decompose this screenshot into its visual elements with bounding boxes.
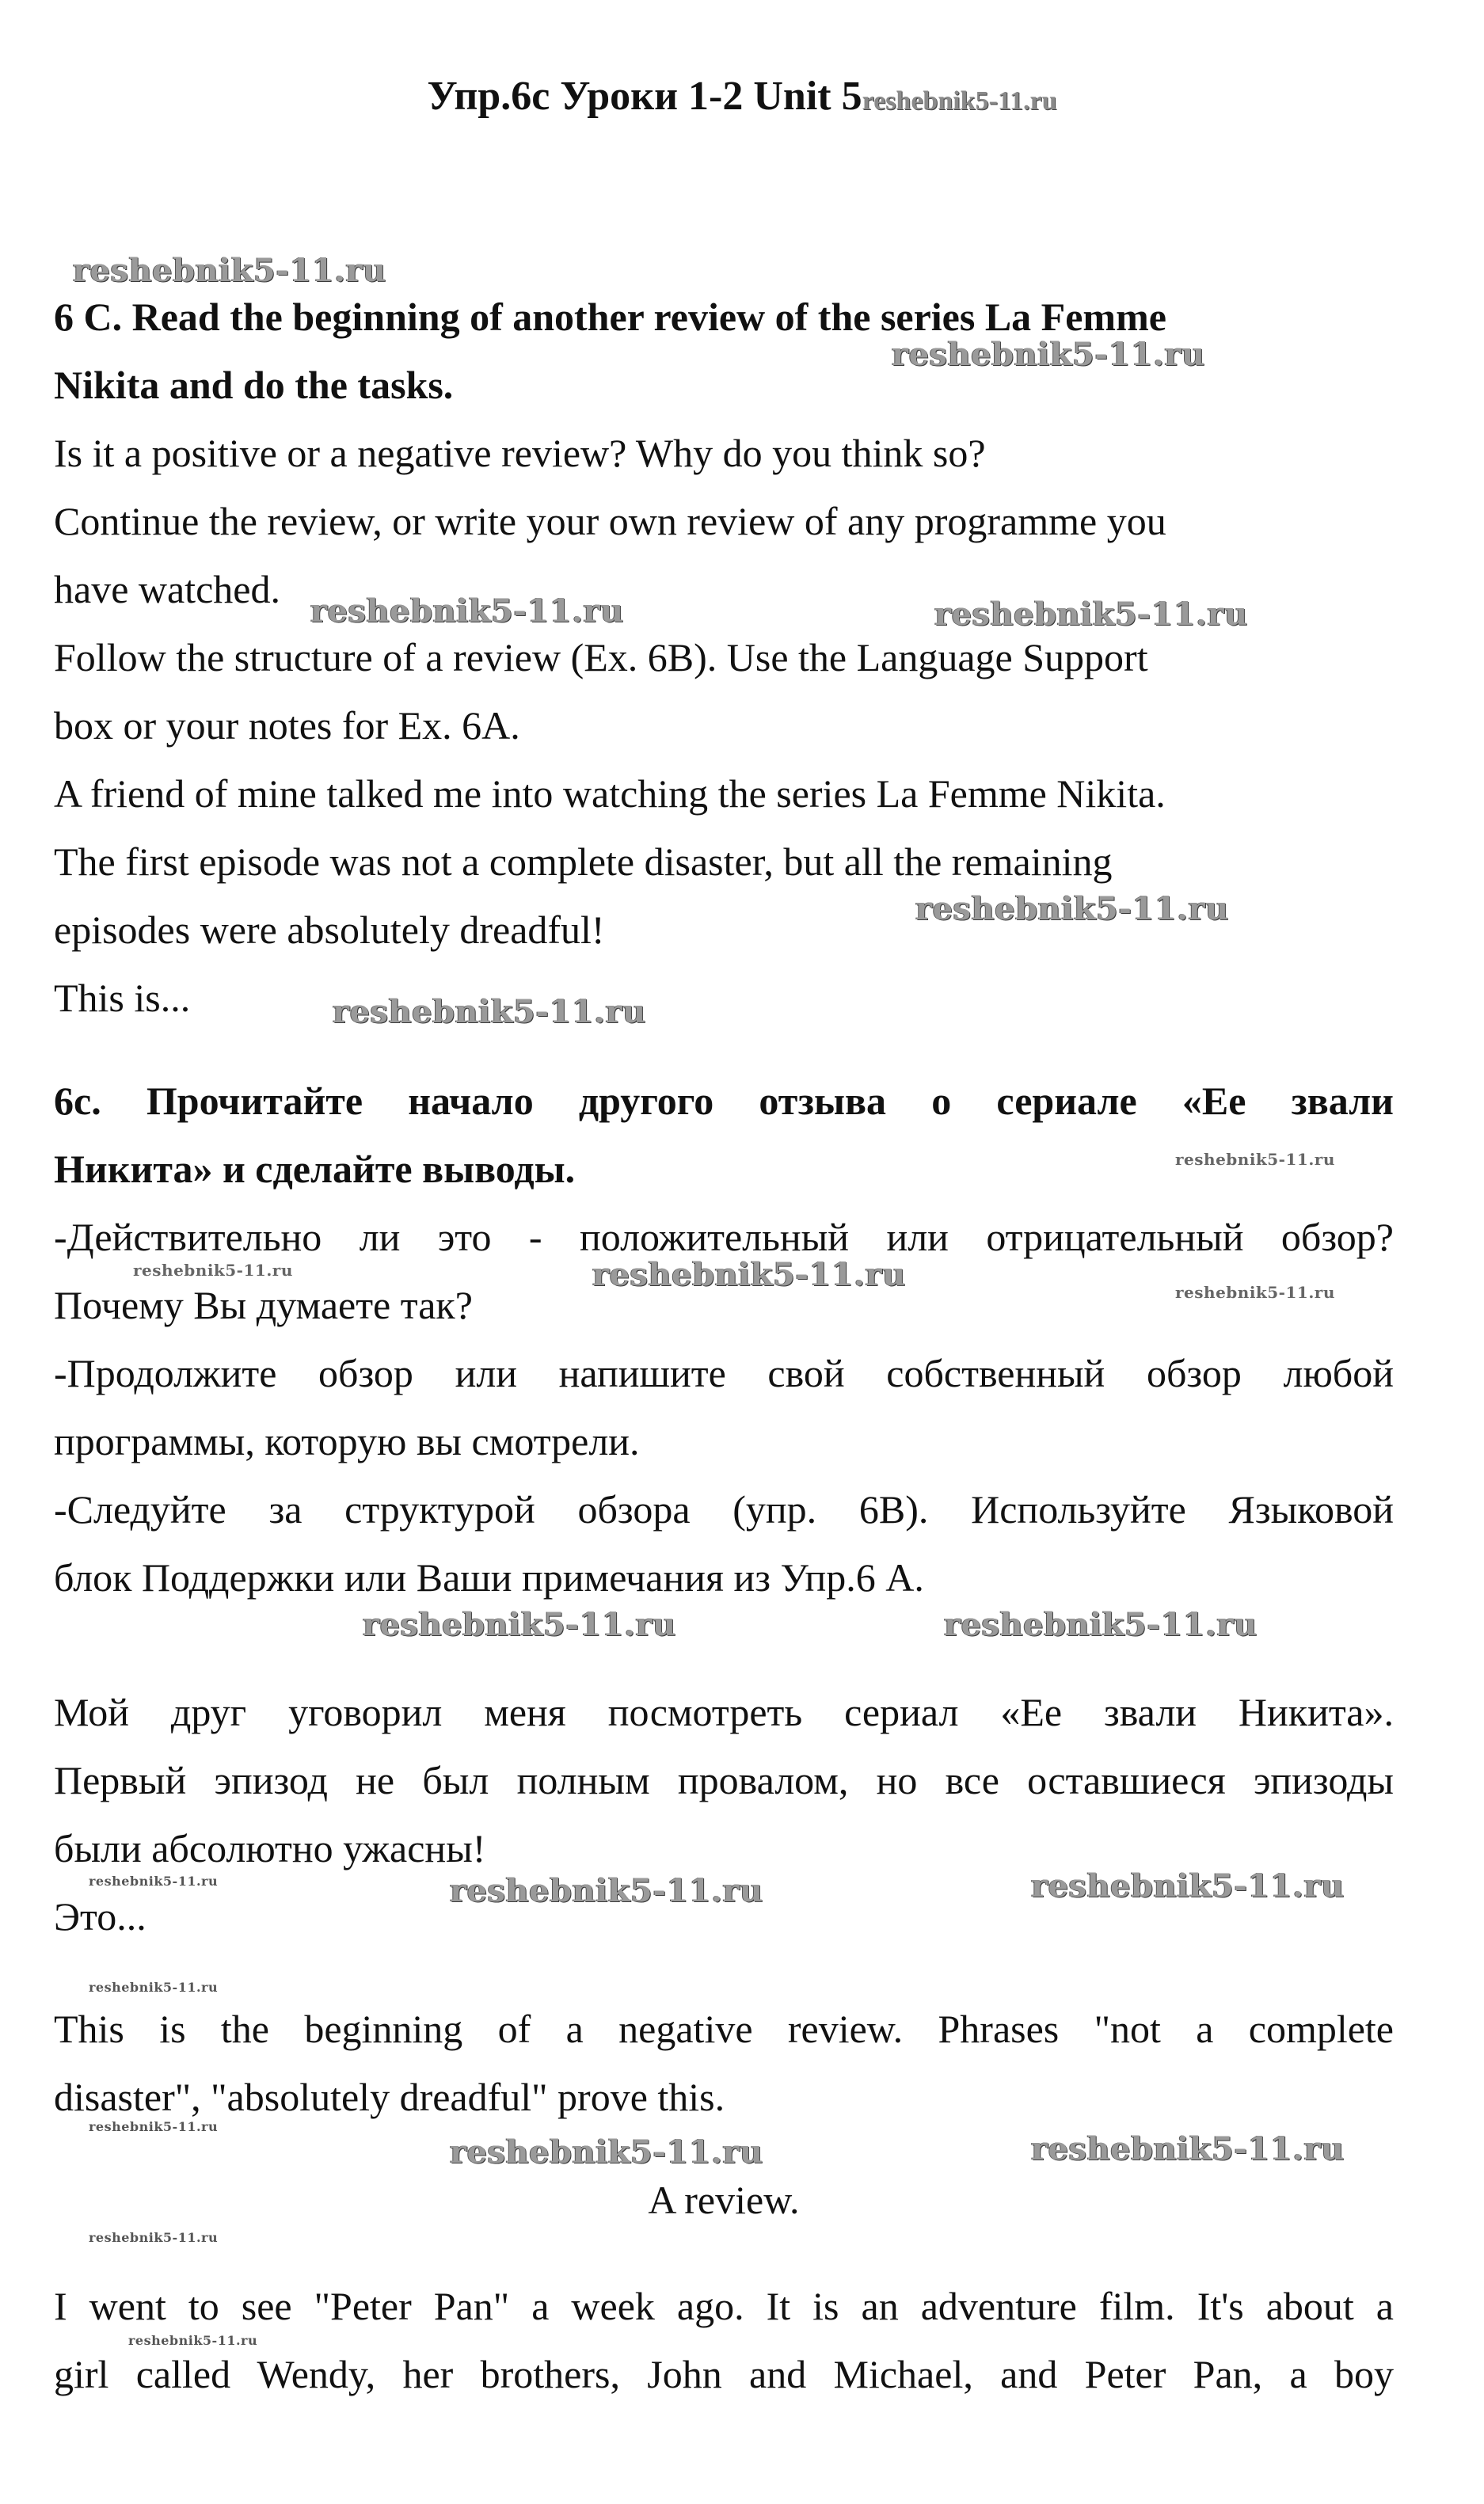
watermark: reshebnik5-11.ru	[89, 1874, 219, 1889]
watermark: reshebnik5-11.ru	[133, 1261, 293, 1280]
watermark: reshebnik5-11.ru	[73, 252, 386, 289]
watermark: reshebnik5-11.ru	[1031, 2130, 1345, 2167]
watermark: reshebnik5-11.ru	[892, 336, 1205, 373]
ru-review-line-4: Это...	[54, 1894, 146, 1939]
watermark: reshebnik5-11.ru	[333, 993, 646, 1030]
watermark: reshebnik5-11.ru	[592, 1256, 906, 1293]
title-watermark: reshebnik5-11.ru	[862, 86, 1057, 116]
ru-task-line-5: -Продолжите обзор или напишите свой собственный обзор любой	[54, 1351, 1394, 1395]
watermark: reshebnik5-11.ru	[89, 1980, 219, 1995]
watermark: reshebnik5-11.ru	[310, 592, 624, 630]
page-title-text: Упр.6с Уроки 1-2 Unit 5	[427, 74, 862, 119]
en-task-heading-line-2: Nikita and do the tasks.	[54, 363, 454, 407]
watermark: reshebnik5-11.ru	[934, 596, 1248, 633]
watermark: reshebnik5-11.ru	[450, 2133, 763, 2171]
en-task-line-7: box or your notes for Ex. 6A.	[54, 703, 520, 748]
en-review-line-1: A friend of mine talked me into watching the series La Femme Nikita.	[54, 771, 1166, 816]
ru-task-line-4: Почему Вы думаете так?	[54, 1283, 473, 1327]
en-task-line-3: Is it a positive or a negative review? Why do you think so?	[54, 431, 986, 475]
watermark: reshebnik5-11.ru	[1031, 1867, 1345, 1905]
en-review-line-2: The first episode was not a complete disaster, but all the remaining	[54, 839, 1113, 884]
watermark: reshebnik5-11.ru	[915, 890, 1229, 927]
ru-task-line-8: блок Поддержки или Ваши примечания из Упр.6 А.	[54, 1555, 924, 1600]
ru-task-heading-line-2: Никита» и сделайте выводы.	[54, 1147, 576, 1191]
answer-line-1: This is the beginning of a negative review. Phrases "not a complete	[54, 2007, 1394, 2051]
watermark: reshebnik5-11.ru	[1175, 1283, 1335, 1302]
ru-task-heading-line-1: 6с. Прочитайте начало другого отзыва о сериале «Ее звали	[54, 1079, 1394, 1123]
ru-review-line-1: Мой друг уговорил меня посмотреть сериал «Ее звали Никита».	[54, 1690, 1394, 1734]
watermark: reshebnik5-11.ru	[1175, 1150, 1335, 1169]
watermark: reshebnik5-11.ru	[363, 1606, 676, 1643]
ru-review-line-2: Первый эпизод не был полным провалом, но все оставшиеся эпизоды	[54, 1758, 1394, 1802]
ru-task-line-7: -Следуйте за структурой обзора (упр. 6B). Используйте Языковой	[54, 1487, 1394, 1532]
page-title	[0, 73, 1484, 125]
en-task-line-4: Continue the review, or write your own review of any programme you	[54, 499, 1166, 543]
answer-line-2: disaster", "absolutely dreadful" prove this.	[54, 2075, 725, 2119]
en-task-heading-line-1: 6 C. Read the beginning of another review of the series La Femme	[54, 295, 1166, 339]
ru-task-line-6: программы, которую вы смотрели.	[54, 1419, 640, 1463]
en-review-line-3: episodes were absolutely dreadful!	[54, 908, 605, 952]
en-task-line-6: Follow the structure of a review (Ex. 6B). Use the Language Support	[54, 635, 1148, 679]
en-task-line-5: have watched.	[54, 567, 280, 611]
review-heading: A review.	[648, 2178, 800, 2222]
watermark: reshebnik5-11.ru	[944, 1606, 1258, 1643]
en-review-line-4: This is...	[54, 976, 191, 1020]
ru-review-line-3: были абсолютно ужасны!	[54, 1826, 486, 1870]
review-text-line-2: girl called Wendy, her brothers, John and Michael, and Peter Pan, a boy	[54, 2352, 1394, 2396]
review-text-line-1: I went to see "Peter Pan" a week ago. It is an adventure film. It's about a	[54, 2284, 1394, 2328]
watermark: reshebnik5-11.ru	[89, 2119, 219, 2134]
watermark: reshebnik5-11.ru	[89, 2230, 219, 2245]
ru-task-line-3: -Действительно ли это - положительный или отрицательный обзор?	[54, 1215, 1394, 1259]
watermark: reshebnik5-11.ru	[450, 1872, 763, 1909]
watermark: reshebnik5-11.ru	[128, 2333, 258, 2348]
